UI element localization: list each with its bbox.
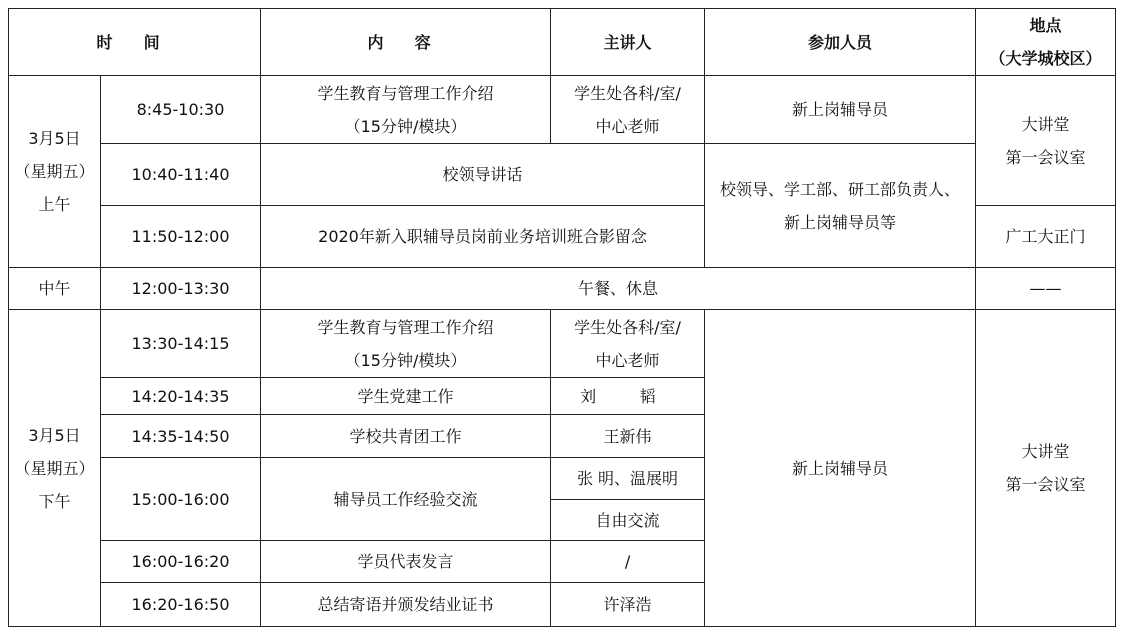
time-cell: 12:00-13:30 [101, 268, 261, 310]
speaker-cell: 张 明、温展明 [551, 458, 705, 500]
header-time: 时 间 [9, 9, 261, 76]
noon-location: —— [976, 268, 1116, 310]
morning-location-line1: 大讲堂 [1021, 114, 1070, 134]
speaker-line2: 中心老师 [595, 116, 660, 136]
time-cell: 8:45-10:30 [101, 76, 261, 144]
speaker-cell: 许泽浩 [551, 583, 705, 627]
schedule-table [8, 8, 1116, 627]
header-location-line1: 地点 [1029, 16, 1062, 35]
table-row [9, 144, 1116, 206]
morning-date-line3: 上午 [38, 195, 71, 214]
time-cell: 11:50-12:00 [101, 206, 261, 268]
afternoon-location-line2: 第一会议室 [1005, 475, 1086, 494]
header-speaker: 主讲人 [551, 9, 705, 76]
content-cell: 校领导讲话 [261, 144, 705, 206]
time-cell: 15:00-16:00 [101, 458, 261, 541]
morning-attendees-merged-cell [705, 144, 976, 268]
time-cell: 13:30-14:15 [101, 310, 261, 378]
afternoon-location-line1: 大讲堂 [1021, 442, 1070, 461]
morning-location-cell [976, 76, 1116, 206]
afternoon-location-cell [976, 310, 1116, 627]
speaker-cell [551, 76, 705, 144]
header-location-line2: （大学城校区） [989, 49, 1102, 68]
content-cell: 学员代表发言 [261, 541, 551, 583]
content-cell: 学校共青团工作 [261, 415, 551, 458]
content-cell: 总结寄语并颁发结业证书 [261, 583, 551, 627]
morning-date-line1: 3月5日 [28, 129, 81, 148]
header-content: 内 容 [261, 9, 551, 76]
speaker-line2: 中心老师 [595, 350, 660, 370]
speaker-cell: 刘 韬 [551, 378, 705, 415]
attendees-line2: 新上岗辅导员等 [784, 212, 897, 232]
speaker-cell: 自由交流 [551, 500, 705, 541]
attendees-line1: 校领导、学工部、研工部负责人、 [720, 179, 961, 199]
content-line2: （15分钟/模块） [344, 350, 467, 370]
afternoon-attendees-cell: 新上岗辅导员 [705, 310, 976, 627]
speaker-cell: / [551, 541, 705, 583]
content-cell: 午餐、休息 [261, 268, 976, 310]
photo-location-cell: 广工大正门 [976, 206, 1116, 268]
content-cell: 学生党建工作 [261, 378, 551, 415]
content-line1: 学生教育与管理工作介绍 [317, 83, 494, 103]
time-cell: 14:35-14:50 [101, 415, 261, 458]
speaker-cell: 王新伟 [551, 415, 705, 458]
attendees-cell: 新上岗辅导员 [705, 76, 976, 144]
morning-location-line2: 第一会议室 [1005, 147, 1086, 167]
content-cell: 辅导员工作经验交流 [261, 458, 551, 541]
afternoon-date-cell [9, 310, 101, 627]
header-attendees: 参加人员 [705, 9, 976, 76]
speaker-cell [551, 310, 705, 378]
content-cell [261, 310, 551, 378]
content-cell: 2020年新入职辅导员岗前业务培训班合影留念 [261, 206, 705, 268]
content-cell [261, 76, 551, 144]
afternoon-date-line2: （星期五） [14, 458, 95, 478]
time-cell: 10:40-11:40 [101, 144, 261, 206]
afternoon-date-line1: 3月5日 [28, 425, 81, 445]
morning-date-line2: （星期五） [14, 162, 95, 181]
time-cell: 16:00-16:20 [101, 541, 261, 583]
table-row [9, 76, 1116, 144]
noon-label: 中午 [9, 268, 101, 310]
time-cell: 14:20-14:35 [101, 378, 261, 415]
content-line2: （15分钟/模块） [344, 116, 467, 136]
speaker-line1: 学生处各科/室/ [574, 83, 681, 103]
content-line1: 学生教育与管理工作介绍 [317, 317, 494, 337]
afternoon-date-line3: 下午 [38, 491, 71, 511]
noon-row [9, 268, 1116, 310]
header-location [976, 9, 1116, 76]
morning-date-cell [9, 76, 101, 268]
speaker-line1: 学生处各科/室/ [574, 317, 681, 337]
table-row [9, 310, 1116, 378]
header-row [9, 9, 1116, 76]
time-cell: 16:20-16:50 [101, 583, 261, 627]
